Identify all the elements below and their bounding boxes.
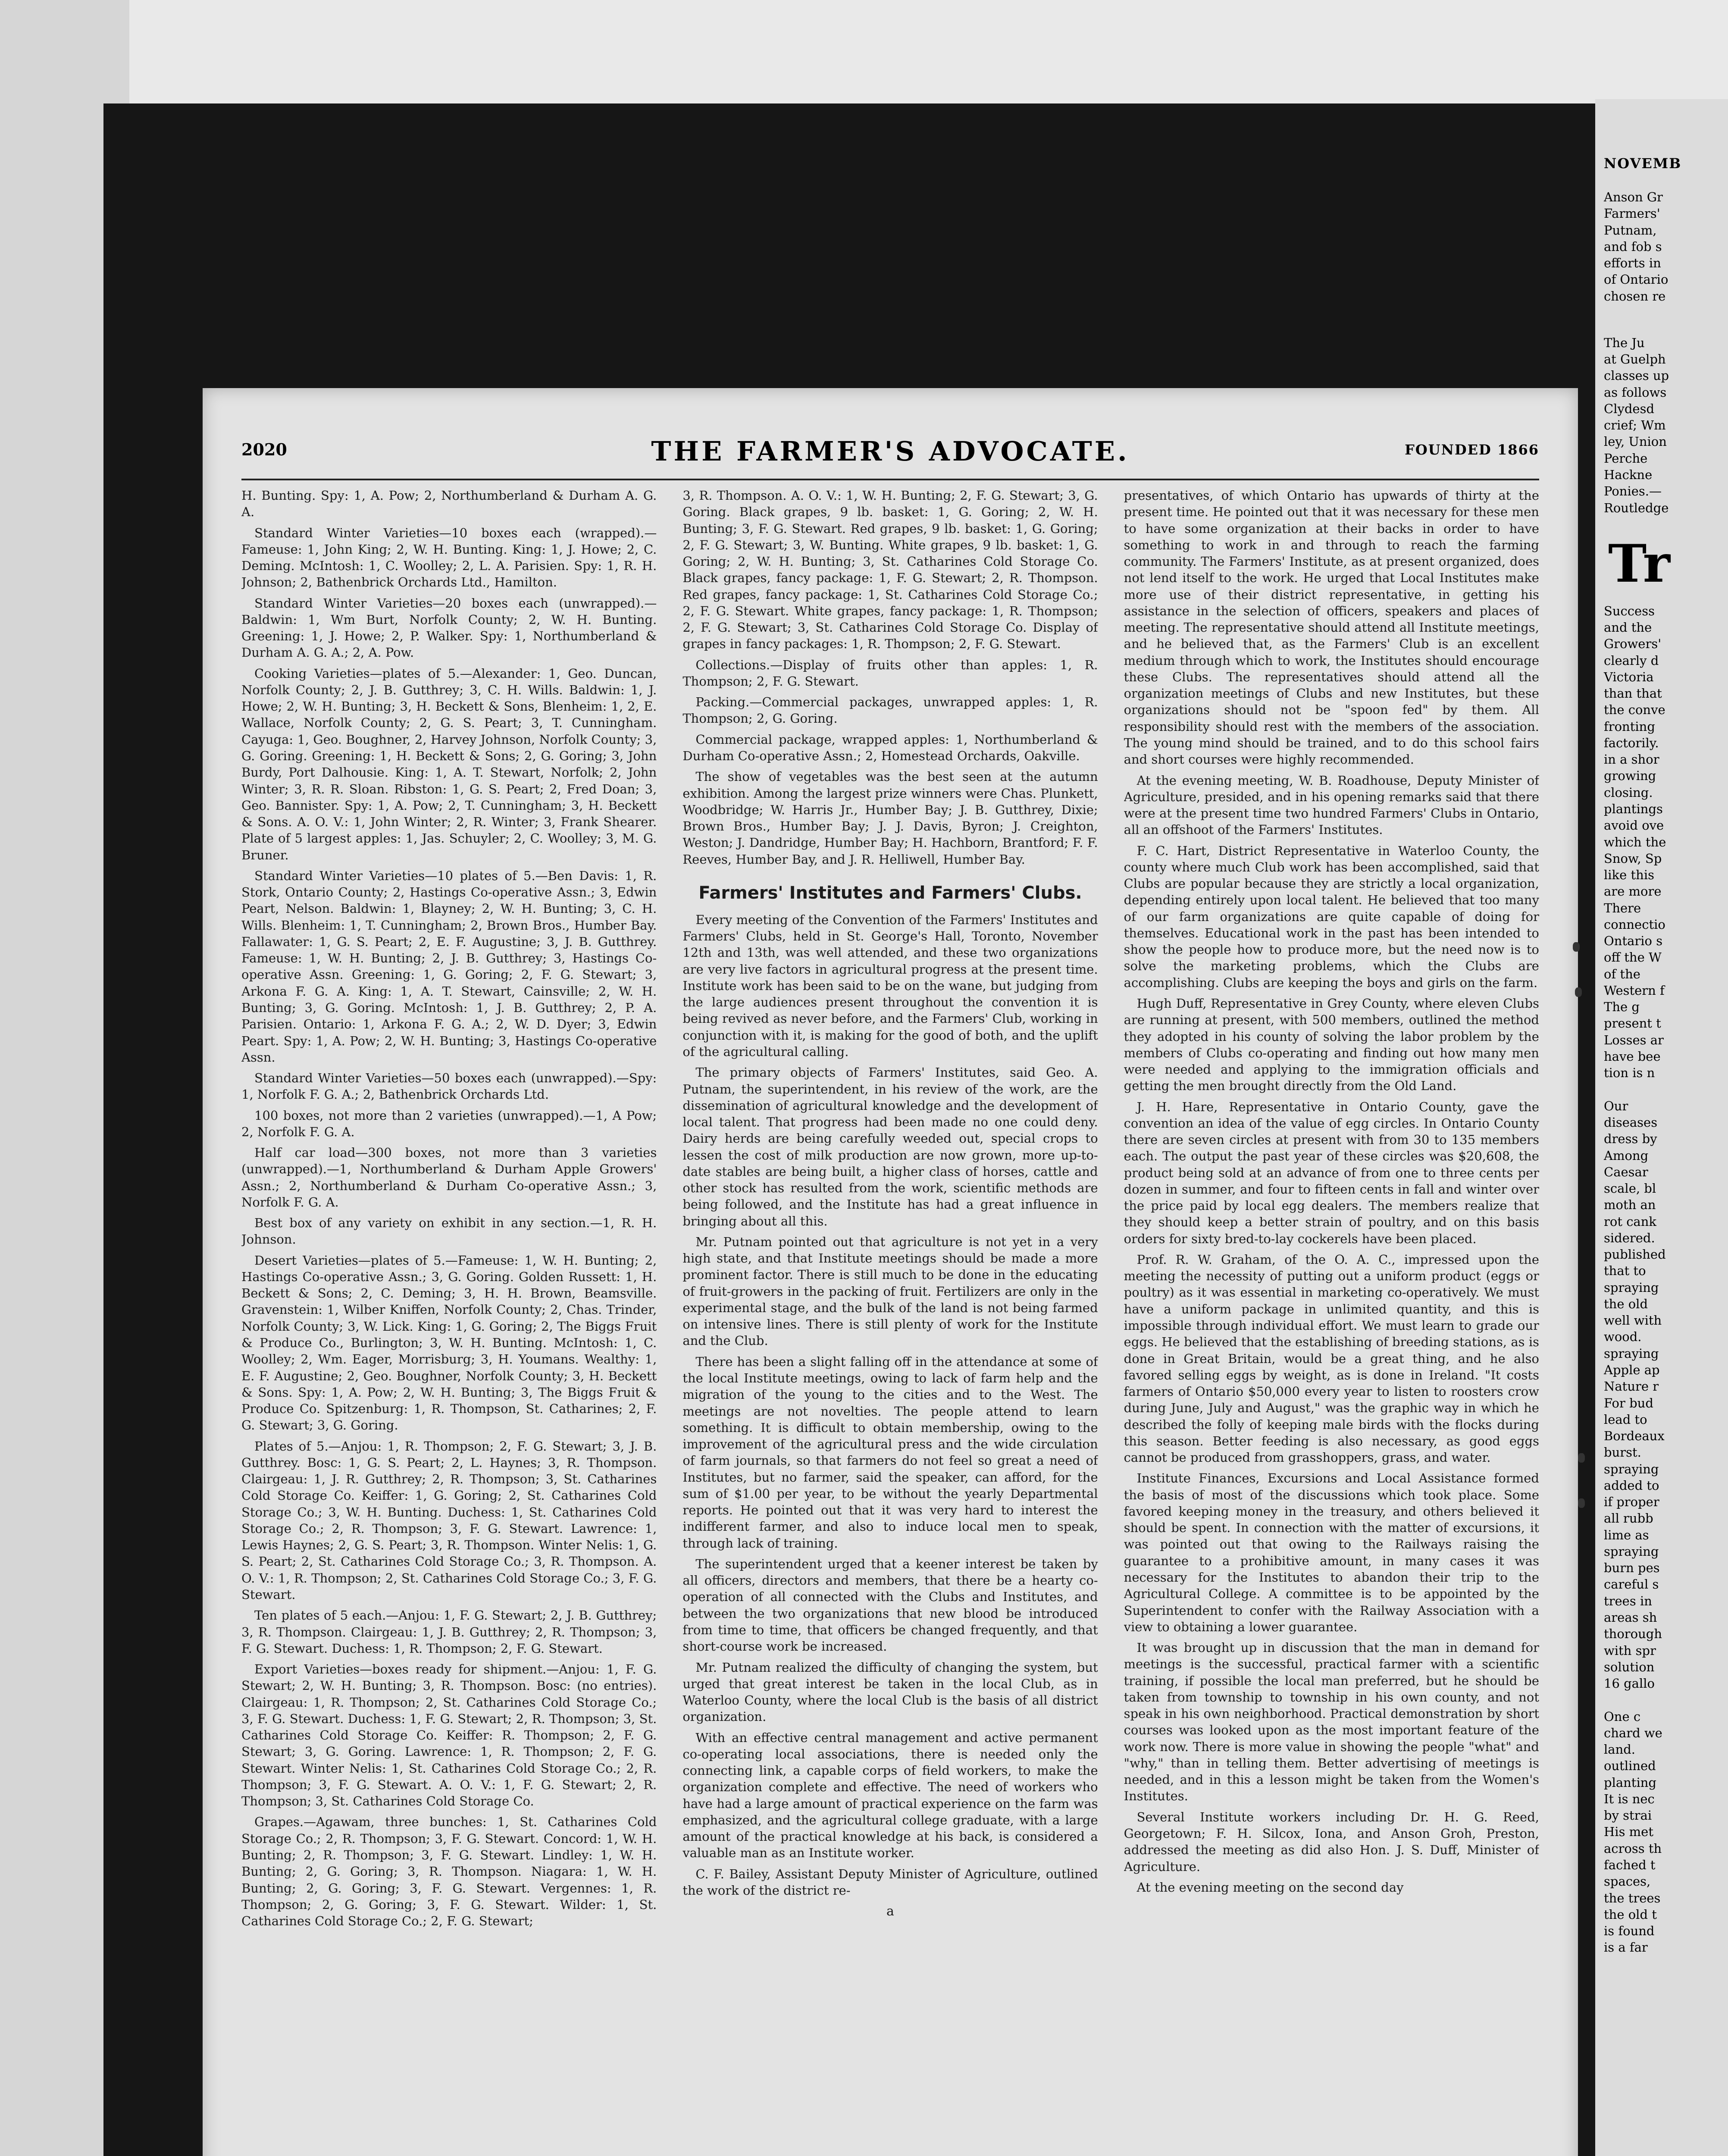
adjacent-page-line: The Ju — [1604, 335, 1645, 350]
adjacent-page-line: Caesar — [1604, 1164, 1648, 1179]
paragraph: Ten plates of 5 each.—Anjou: 1, F. G. Stewart; 2, J. B. Gutthrey; 3, R. Thompson. Clairgeau: 1, J. B. Gutthrey; 2, R. Thompson; 3, F. G. Stewart. Duchess: 1, R. Thompson; 2, F. G. Stewart. — [241, 1608, 657, 1656]
adjacent-page-lines-mid — [1595, 335, 1728, 516]
paragraph: Several Institute workers including Dr. H. G. Reed, Georgetown; F. H. Silcox, Iona, and Anson Groh, Preston, addressed the meeting as did also Hon. J. S. Duff, Minister of Agriculture. — [1124, 1809, 1539, 1874]
paragraph: Plates of 5.—Anjou: 1, R. Thompson; 2, F. G. Stewart; 3, J. B. Gutthrey. Bosc: 1, G. S. Peart; 2, L. Haynes; 3, R. Thompson. Clairgeau: 1, J. R. Gutthrey; 2, R. Thompson; 3, St. Catharines Cold Storage Co. Keiffer: 1, G. Goring; 2, St. Catharines Cold Storage Co.; 3, W. H. Bunting. Duchess: 1, St. Catharines Cold Storage Co.; 2, R. Thompson; 3, F. G. Stewart. Lawrence: 1, Lewis Haynes; 2, G. S. Peart; 3, R. Thompson. Winter Nelis: 1, G. S. Peart; 2, St. Catharines Cold Storage Co.; 3, R. Thompson. A. O. V.: 1, R. Thompson; 2, St. Catharines Cold Storage Co.; 3, F. G. Stewart. — [241, 1438, 657, 1602]
adjacent-page-line: lead to — [1604, 1412, 1647, 1427]
adjacent-page-line: plantings — [1604, 801, 1663, 816]
column-2-results — [682, 487, 1098, 868]
newspaper-page — [203, 388, 1578, 2156]
punch-hole-mark — [1578, 1498, 1585, 1508]
paragraph: Every meeting of the Convention of the Farmers' Institutes and Farmers' Clubs, held in St. George's Hall, Toronto, November 12th and 13th, was well attended, and these two organizations are very live factors in agricultural progress at the present time. Institute work has been said to be on the wane, but judging from the large audiences present throughout the convention it is being revived as never before, and the Farmers' Club, working in conjunction with it, is making for the good of both, and the uplift of the agricultural calling. — [682, 912, 1098, 1059]
paragraph: Institute Finances, Excursions and Local Assistance formed the basis of most of the discussions which took place. Some favored keeping money in the treasury, and others believed it should be spent. In connection with the matter of excursions, it was pointed out that owing to the Railways raising the guarantee to a prohibitive amount, in many cases it was necessary for the Institutes to abandon their trip to the Agricultural College. A committee is to be appointed by the Superintendent to confer with the Railway Association with a view to obtaining a lower guarantee. — [1124, 1471, 1539, 1634]
paragraph: The primary objects of Farmers' Institutes, said Geo. A. Putnam, the superintendent, in his review of the work, are the dissemination of agricultural knowledge and the development of local talent. That progress had been made no one could deny. Dairy herds are being carefully weeded out, special crops to lessen the cost of milk production are now grown, more up-to-date stables are being built, a higher class of horses, cattle and other stock has resulted from the work, scientific methods are being followed, and the Institute has had a great influence in bringing about all this. — [682, 1065, 1098, 1228]
adjacent-page-line: clearly d — [1604, 653, 1659, 668]
paragraph: F. C. Hart, District Representative in Waterloo County, the county where much Club work has been accomplished, said that Clubs are popular because they are strictly a local organization, depending entirely upon local talent. He believed that too many of our farm organizations are quite capable of doing for themselves. Educational work in the past has been intended to show the people how to produce more, but the need now is to solve the marketing problems, which the Clubs are accomplishing. Clubs are keeping the boys and girls on the farm. — [1124, 843, 1539, 990]
section-title: Farmers' Institutes and Farmers' Clubs. — [698, 883, 1082, 903]
adjacent-page-line: in a shor — [1604, 752, 1659, 767]
adjacent-page-line: classes up — [1604, 368, 1669, 383]
paragraph: At the evening meeting on the second day — [1136, 1880, 1404, 1895]
adjacent-page-line: Hackne — [1604, 467, 1653, 482]
adjacent-page-line: Bordeaux — [1604, 1429, 1665, 1444]
adjacent-page-line — [1595, 1692, 1728, 1708]
adjacent-page-line: Putnam, — [1604, 222, 1657, 238]
adjacent-page-line: The g — [1604, 1000, 1640, 1015]
punch-hole-mark — [1573, 942, 1580, 952]
adjacent-page-line: across th — [1604, 1841, 1662, 1856]
founded-label: FOUNDED 1866 — [1405, 442, 1539, 458]
adjacent-page-line: Farmers' — [1604, 206, 1660, 221]
column-1 — [241, 487, 657, 2156]
header-rule — [241, 479, 1539, 480]
paragraph: With an effective central management and active permanent co-operating local associations, there is needed only the connecting link, a capable corps of field workers, to make the organization complete and effective. The need of workers who have had a large amount of practical experience on the farm was emphasized, and the agricultural college graduate, with a large amount of the practical knowledge at his back, is considered a valuable man as an Institute worker. — [682, 1730, 1098, 1861]
paragraph: Cooking Varieties—plates of 5.—Alexander: 1, Geo. Duncan, Norfolk County; 2, J. B. Gutthrey; 3, C. H. Wills. Baldwin: 1, J. Howe; 2, W. H. Bunting; 3, H. Beckett & Sons, Blenheim: 1, 2, E. Wallace, Norfolk County; 2, G. S. Peart; 3, T. Cunningham. Cayuga: 1, Geo. Boughner, 2, Harvey Johnson, Norfolk County; 3, G. Goring. Greening: 1, H. Beckett & Sons; 2, G. Goring; 3, John Burdy, Port Dalhousie. King: 1, A. T. Stewart, Norfolk; 2, John Winter; 3, R. R. Sloan. Ribston: 1, G. S. Peart; 2, Fred Doan; 3, Geo. Bannister. Spy: 1, A. Pow; 2, T. Cunningham; 3, H. Beckett & Sons. A. O. V.: 1, John Winter; 2, R. Winter; 3, Frank Shearer. Plate of 5 largest apples: 1, Jas. Schuyler; 2, C. Woolley; 3, M. G. Bruner. — [241, 666, 657, 862]
adjacent-page-header: NOVEMB — [1604, 155, 1682, 172]
adjacent-page-line: which the — [1604, 834, 1666, 849]
paragraph: Commercial package, wrapped apples: 1, Northumberland & Durham Co-operative Assn.; 2, Homestead Orchards, Oakville. — [682, 732, 1098, 763]
paragraph: Mr. Putnam pointed out that agriculture is not yet in a very high state, and that Institute meetings should be made a more prominent factor. There is still much to be done in the educating of fruit-growers in the packing of fruit. Fertilizers are only in the experimental stage, and the bulk of the land is not being farmed on intensive lines. There is still plenty of work for the Institute and the Club. — [682, 1234, 1098, 1348]
adjacent-page-line: His met — [1604, 1824, 1653, 1839]
adjacent-page-line: well with — [1604, 1313, 1662, 1328]
paragraph: Hugh Duff, Representative in Grey County, where eleven Clubs are running at present, with 500 members, outlined the method they adopted in his county of solving the labor problem by the members of Clubs co-operating and finding out how many men were needed and applying to the immigration officials and getting the men brought directly from the Old Land. — [1124, 996, 1539, 1094]
page-header — [241, 436, 1539, 474]
adjacent-page-line: at Guelph — [1604, 352, 1666, 367]
adjacent-page-line: all rubb — [1604, 1511, 1653, 1526]
adjacent-page-line: diseases — [1604, 1115, 1658, 1130]
adjacent-page-line: is a far — [1604, 1940, 1648, 1955]
adjacent-page-line: fronting — [1604, 719, 1655, 734]
adjacent-page-line: burn pes — [1604, 1561, 1660, 1576]
adjacent-page-line: of the — [1604, 966, 1640, 981]
adjacent-page-line: spraying — [1604, 1461, 1659, 1476]
adjacent-page-line: trees in — [1604, 1593, 1652, 1608]
column-3 — [1124, 487, 1539, 2156]
paragraph: The show of vegetables was the best seen at the autumn exhibition. Among the largest prize winners were Chas. Plunkett, Woodbridge; W. Harris Jr., Humber Bay; J. B. Gutthrey, Dixie; Brown Bros., Humber Bay; J. J. Davis, Byron; J. Creighton, Weston; J. Dandridge, Humber Bay; H. Hachborn, Brantford; F. F. Reeves, Humber Bay, and J. R. Helliwell, Humber Bay. — [682, 769, 1098, 867]
adjacent-page-line: of Ontario — [1604, 272, 1669, 287]
adjacent-page-line: like this — [1604, 868, 1654, 883]
paragraph: Grapes.—Agawam, three bunches: 1, St. Catharines Cold Storage Co.; 2, R. Thompson; 3, F. G. Stewart. Concord: 1, W. H. Bunting; 2, R. Thompson; 3, F. G. Stewart. Lindley: 1, W. H. Bunting; 2, G. Goring; 3, R. Thompson. Niagara: 1, W. H. Bunting; 2, G. Goring; 3, F. G. Stewart. Vergennes: 1, R. Thompson; 2, G. Goring; 3, F. G. Stewart. Wilder: 1, St. Catharines Cold Storage Co.; 2, F. G. Stewart; — [241, 1814, 657, 1929]
adjacent-page-line: thorough — [1604, 1626, 1662, 1642]
paragraph: It was brought up in discussion that the man in demand for meetings is the successful, practical farmer with a scientific training, if possible the local man preferred, but he should be taken from township to township in his own county, and not speak in his own neighborhood. Practical demonstration by short courses was looked upon as the most important feature of the work now. There is more value in showing the people "what" and "why," than in telling them. Better advertising of meetings is needed, and in this a lesson might be taken from the Women's Institutes. — [1124, 1640, 1539, 1804]
paragraph: Best box of any variety on exhibit in any section.—1, R. H. Johnson. — [241, 1216, 657, 1247]
adjacent-page-line: burst. — [1604, 1445, 1641, 1460]
adjacent-page-line: than that — [1604, 686, 1662, 701]
column-2-article — [682, 912, 1098, 1899]
adjacent-page-line: efforts in — [1604, 256, 1661, 271]
adjacent-page-fragment — [1595, 99, 1728, 2156]
adjacent-page-line: avoid ove — [1604, 818, 1664, 833]
paragraph: 3, R. Thompson. A. O. V.: 1, W. H. Bunting; 2, F. G. Stewart; 3, G. Goring. Black grapes, 9 lb. basket: 1, G. Goring; 2, W. H. Bunting; 3, F. G. Stewart. Red grapes, 9 lb. basket: 1, G. Goring; 2, F. G. Stewart; 3, W. Bunting. White grapes, 9 lb. basket: 1, G. Goring; 2, W. H. Bunting; 3, St. Catharines Cold Storage Co. Black grapes, fancy package: 1, F. G. Stewart; 2, R. Thompson. Red grapes, fancy package: 1, St. Catharines Cold Storage Co.; 2, F. G. Stewart. White grapes, fancy package: 1, R. Thompson; 2, F. G. Stewart; 3, St. Catharines Cold Storage Co. Display of grapes in fancy packages: 1, R. Thompson; 2, F. G. Stewart. — [682, 488, 1098, 652]
adjacent-page-line: the conve — [1604, 702, 1665, 718]
paragraph: J. H. Hare, Representative in Ontario County, gave the convention an idea of the value of egg circles. In Ontario County there are seven circles at present with from 30 to 135 members each. The output the past year of these circles was $20,608, the product being sold at an advance of from one to three cents per dozen in summer, and four to fifteen cents in fall and winter over the price paid by local egg dealers. The members realize that they should keep a better strain of poultry, and on this basis orders for sixty bred-to-lay cockerels have been placed. — [1124, 1099, 1539, 1246]
adjacent-page-line: Routledge — [1604, 500, 1669, 515]
adjacent-page-line: lime as — [1604, 1527, 1649, 1542]
adjacent-page-line: tion is n — [1604, 1065, 1655, 1081]
paragraph: C. F. Bailey, Assistant Deputy Minister of Agriculture, outlined the work of the district re- — [682, 1866, 1098, 1898]
adjacent-page-line: There — [1604, 900, 1641, 915]
adjacent-page-line: scale, bl — [1604, 1181, 1656, 1196]
adjacent-page-line: For bud — [1604, 1395, 1653, 1410]
adjacent-page-line: connectio — [1604, 917, 1665, 932]
adjacent-page-line: with spr — [1604, 1643, 1656, 1658]
adjacent-page-line: Growers' — [1604, 636, 1662, 652]
paragraph: Standard Winter Varieties—20 boxes each (unwrapped).—Baldwin: 1, Wm Burt, Norfolk County; 2, W. H. Bunting. Greening: 1, J. Howe; 2, P. Walker. Spy: 1, Northumberland & Durham A. G. A.; 2, A. Pow. — [241, 595, 657, 660]
adjacent-page-line: and fob s — [1604, 239, 1662, 254]
adjacent-page-line: solution — [1604, 1659, 1655, 1674]
adjacent-page-line: Clydesd — [1604, 401, 1655, 416]
paragraph: Prof. R. W. Graham, of the O. A. C., impressed upon the meeting the necessity of putting out a uniform product (eggs or poultry) as it was essential in marketing co-operatively. We must have a uniform package in unlimited quantity, and this is impossible through individual effort. We must learn to grade our eggs. He believed that the establishing of breeding stations, as is done in Great Britain, would be a great thing, and he also favored selling eggs by weight, as is done in Ireland. "It costs farmers of Ontario $50,000 every year to listen to roosters crow during June, July and August," was the graphic way in which he described the folly of keeping male birds with the flocks during this season. Better feeding is also necessary, as good eggs cannot be produced from grasshoppers, grass, and water. — [1124, 1252, 1539, 1465]
adjacent-page-line: spraying — [1604, 1544, 1659, 1559]
adjacent-page-line: Among — [1604, 1148, 1649, 1163]
adjacent-page-line: are more — [1604, 884, 1662, 899]
adjacent-page-line: added to — [1604, 1478, 1659, 1493]
adjacent-page-line: Anson Gr — [1604, 190, 1663, 204]
adjacent-page-line: moth an — [1604, 1197, 1656, 1213]
adjacent-page-line: Western f — [1604, 983, 1665, 998]
paragraph: Export Varieties—boxes ready for shipment.—Anjou: 1, F. G. Stewart; 2, W. H. Bunting; 3, R. Thompson. Bosc: (no entries). Clairgeau: 1, R. Thompson; 2, St. Catharines Cold Storage Co.; 3, F. G. Stewart. Duchess: 1, F. G. Stewart; 2, R. Thompson; 3, St. Catharines Cold Storage Co. Keiffer: R. Thompson; 2, F. G. Stewart; 3, G. Goring. Lawrence: 1, R. Thompson; 2, F. G. Stewart. Winter Nelis: 1, St. Catharines Cold Storage Co.; 2, R. Thompson; 3, F. G. Stewart. A. O. V.: 1, F. G. Stewart; 2, R. Thompson; 3, St. Catharines Cold Storage Co. — [241, 1662, 657, 1809]
adjacent-page-line: One c — [1604, 1709, 1641, 1724]
adjacent-page-line: dress by — [1604, 1131, 1657, 1147]
paragraph: presentatives, of which Ontario has upwards of thirty at the present time. He pointed out that it was necessary for these men to have some organization at their backs in order to have something to work in and through to reach the farming community. The Farmers' Institute, as at present organized, does not lend itself to the work. He urged that Local Institutes make more use of their district representative, in getting his assistance in the selection of officers, speakers and places of meeting. The representative should attend all Institute meetings, and he believed that, as the Farmers' Club is an excellent medium through which to work, the Institutes should encourage these Clubs. The representatives should attend all the organization meetings of Clubs and new Institutes, but these organizations should not be "spoon fed" by them. All responsibility should rest with the members of the association. The young mind should be trained, and to do this school fairs and short courses were highly recommended. — [1124, 488, 1539, 767]
paragraph: There has been a slight falling off in the attendance at some of the local Institute meetings, owing to lack of farm help and the migration of the young to the cities and to the West. The meetings are not novelties. The people attend to learn something. It is difficult to obtain membership, owing to the improvement of the agricultural press and the wide circulation of farm journals, so that farmers do not feel so great a need of Institutes, but no farmer, said the speaker, can afford, for the sum of $1.00 per year, to be without the yearly Departmental reports. He pointed out that it was very hard to interest the indifferent farmer, and also to induce local men to speak, through lack of training. — [682, 1354, 1098, 1551]
adjacent-page-line: fached t — [1604, 1857, 1656, 1872]
adjacent-page-line: planting — [1604, 1775, 1656, 1790]
adjacent-page-line: spraying — [1604, 1346, 1659, 1361]
adjacent-page-line: careful s — [1604, 1577, 1659, 1592]
adjacent-page-line: ley, Union — [1604, 434, 1667, 449]
adjacent-page-line: Nature r — [1604, 1379, 1659, 1394]
paragraph: At the evening meeting, W. B. Roadhouse, Deputy Minister of Agriculture, presided, and in his opening remarks said that there were at the present time two hundred Farmers' Clubs in Ontario, all an offshoot of the Farmers' Institutes. — [1124, 773, 1539, 837]
adjacent-page-line: Ponies.— — [1604, 484, 1662, 499]
adjacent-page-line: chosen re — [1604, 288, 1666, 304]
adjacent-page-line: Perche — [1604, 451, 1648, 466]
paragraph: Collections.—Display of fruits other than apples: 1, R. Thompson; 2, F. G. Stewart. — [682, 657, 1098, 689]
adjacent-page-line: off the W — [1604, 950, 1662, 965]
adjacent-page-line: Apple ap — [1604, 1363, 1660, 1377]
adjacent-page-line: closing. — [1604, 785, 1653, 800]
adjacent-page-line: growing — [1604, 768, 1656, 783]
adjacent-page-line: published — [1604, 1247, 1666, 1262]
punch-hole-mark — [1575, 987, 1582, 997]
paragraph: Standard Winter Varieties—10 plates of 5.—Ben Davis: 1, R. Stork, Ontario County; 2, Hastings Co-operative Assn.; 3, Edwin Peart, Nelson. Baldwin: 1, Blayney; 2, W. H. Bunting; 3, C. H. Wills. Blenheim: 1, T. Cunningham; 2, Brown Bros., Humber Bay. Fallawater: 1, G. S. Peart; 2, E. F. Augustine; 3, J. B. Gutthrey. Fameuse: 1, W. H. Bunting; 2, J. B. Gutthrey; 3, Hastings Co-operative Assn. Greening: 1, G. Goring; 2, F. G. Stewart; 3, Arkona F. G. A. King: 1, A. T. Stewart, Cainsville; 2, W. H. Bunting; 3, G. Goring. McIntosh: 1, J. B. Gutthrey; 2, P. A. Parisien. Ontario: 1, Arkona F. G. A.; 2, W. D. Dyer; 3, Edwin Peart. Spy: 1, A. Pow; 2, W. H. Bunting; 3, Hastings Co-operative Assn. — [241, 868, 657, 1065]
adjacent-page-lines-top — [1595, 189, 1728, 304]
adjacent-page-lines-bottom — [1595, 603, 1728, 1956]
adjacent-page-line: have bee — [1604, 1049, 1661, 1064]
adjacent-page-line: factorily. — [1604, 735, 1659, 750]
adjacent-page-line: that to — [1604, 1263, 1646, 1279]
adjacent-page-line: chard we — [1604, 1725, 1662, 1740]
adjacent-page-line: Ontario s — [1604, 934, 1663, 949]
adjacent-page-line: wood. — [1604, 1329, 1642, 1344]
adjacent-page-line: the old — [1604, 1296, 1648, 1311]
page-number: 2020 — [241, 440, 287, 459]
adjacent-page-line: spaces, — [1604, 1874, 1651, 1889]
adjacent-page-line: sidered. — [1604, 1230, 1655, 1245]
adjacent-page-line: rot cank — [1604, 1214, 1656, 1229]
paragraph: Half car load—300 boxes, not more than 3 varieties (unwrapped).—1, Northumberland & Durham Apple Growers' Assn.; 2, Northumberland & Durham Co-operative Assn.; 3, Norfolk F. G. A. — [241, 1145, 657, 1210]
adjacent-page-line: It is nec — [1604, 1791, 1655, 1806]
masthead-title: THE FARMER'S ADVOCATE. — [651, 436, 1130, 467]
adjacent-page-line — [1595, 1081, 1728, 1097]
adjacent-page-line: 16 gallo — [1604, 1676, 1655, 1691]
adjacent-page-line: land. — [1604, 1742, 1636, 1757]
paragraph: Mr. Putnam realized the difficulty of changing the system, but urged that great interest be taken in the local Club, as in Waterloo County, where the local Club is the basis of all district organization. — [682, 1660, 1098, 1724]
adjacent-page-line: is found — [1604, 1924, 1655, 1939]
adjacent-page-line: crief; Wm — [1604, 418, 1666, 433]
adjacent-page-line: Success — [1604, 603, 1655, 618]
paragraph: H. Bunting. Spy: 1, A. Pow; 2, Northumberland & Durham A. G. A. — [241, 488, 657, 520]
paragraph: Standard Winter Varieties—50 boxes each (unwrapped).—Spy: 1, Norfolk F. G. A.; 2, Bathenbrick Orchards Ltd. — [241, 1071, 657, 1102]
adjacent-page-line: and the — [1604, 620, 1652, 635]
adjacent-page-line: outlined — [1604, 1758, 1656, 1774]
adjacent-page-heading: Tr — [1608, 533, 1670, 594]
adjacent-page-line: if proper — [1604, 1495, 1659, 1510]
adjacent-page-line: spraying — [1604, 1280, 1659, 1295]
adjacent-page-line: by strai — [1604, 1808, 1652, 1823]
article-columns — [241, 487, 1539, 2156]
adjacent-page-line: the trees — [1604, 1890, 1661, 1905]
paragraph: Standard Winter Varieties—10 boxes each (wrapped).—Fameuse: 1, John King; 2, W. H. Bunting. King: 1, J. Howe; 2, C. Deming. McIntosh: 1, C. Woolley; 2, L. A. Parisien. Spy: 1, R. H. Johnson; 2, Bathenbrick Orchards Ltd., Hamilton. — [241, 525, 657, 590]
punch-hole-mark — [1578, 1453, 1585, 1463]
paragraph: Packing.—Commercial packages, unwrapped apples: 1, R. Thompson; 2, G. Goring. — [682, 695, 1098, 726]
adjacent-page-line: Our — [1604, 1098, 1628, 1113]
paragraph: 100 boxes, not more than 2 varieties (unwrapped).—1, A Pow; 2, Norfolk F. G. A. — [241, 1108, 657, 1139]
adjacent-page-line: the old t — [1604, 1907, 1657, 1922]
adjacent-page-line: areas sh — [1604, 1610, 1657, 1625]
adjacent-page-line: Losses ar — [1604, 1032, 1664, 1047]
adjacent-page-line: Snow, Sp — [1604, 851, 1662, 866]
paragraph: Desert Varieties—plates of 5.—Fameuse: 1, W. H. Bunting; 2, Hastings Co-operative Assn.; 3, G. Goring. Golden Russett: 1, H. Beckett & Sons; 2, C. Deming; 3, H. H. Brown, Beamsville. Gravenstein: 1, Wilber Kniffen, Norfolk County; 2, Chas. Trinder, Norfolk County; 3, W. Lick. King: 1, G. Goring; 2, The Biggs Fruit & Produce Co., Burlington; 3, W. H. Bunting. McIntosh: 1, C. Woolley; 2, Wm. Eager, Morrisburg; 3, H. Youmans. Wealthy: 1, E. F. Augustine; 2, Geo. Boughner, Norfolk County; 3, H. Beckett & Sons. Spy: 1, A. Pow; 2, W. H. Bunting; 3, The Biggs Fruit & Produce Co. Spitzenburg: 1, R. Thompson, St. Catharines; 2, F. G. Stewart; 3, G. Goring. — [241, 1253, 657, 1433]
page-footer-mark: a — [886, 1904, 894, 1919]
paragraph: The superintendent urged that a keener interest be taken by all officers, directors and members, that there be a hearty co-operation of all connected with the Clubs and Institutes, and between the two organizations that new blood be introduced from time to time, that officers be changed frequently, and that short-course work be increased. — [682, 1556, 1098, 1654]
adjacent-page-line: Victoria — [1604, 669, 1654, 684]
adjacent-page-line: as follows — [1604, 385, 1667, 400]
adjacent-page-line: present t — [1604, 1016, 1661, 1031]
column-2 — [682, 487, 1098, 2156]
